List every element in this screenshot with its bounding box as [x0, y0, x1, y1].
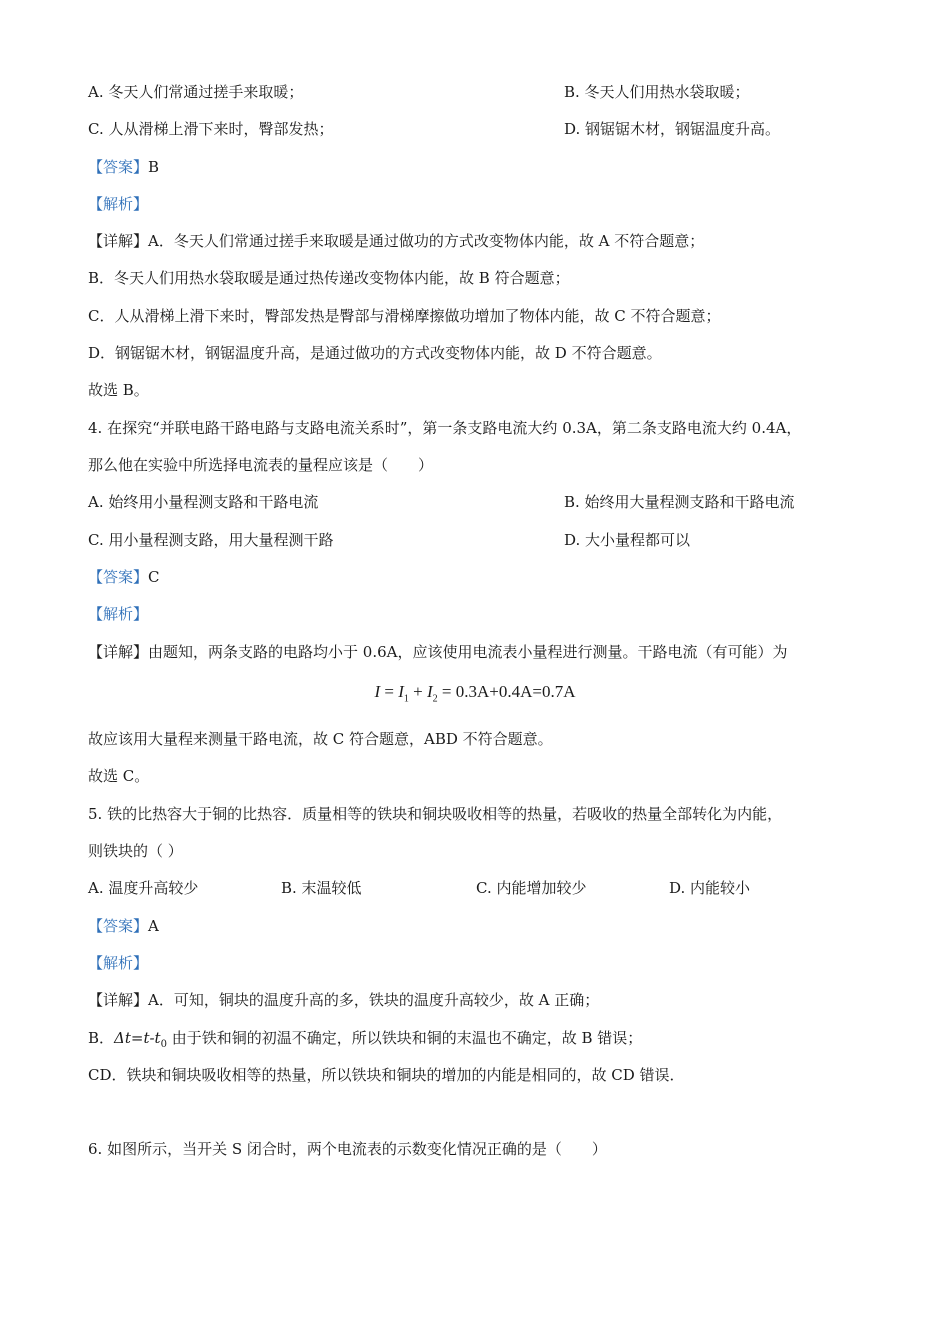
q4-option-row-1 — [88, 492, 795, 512]
eq-equals: = — [380, 682, 399, 701]
eq-i2: I — [427, 682, 433, 701]
detail-prefix: B． — [88, 1029, 115, 1047]
detail-text: A．冬天人们常通过搓手来取暖是通过做功的方式改变物体内能，故 A 不符合题意； — [148, 232, 705, 250]
eq-sub2: 2 — [432, 693, 438, 705]
answer-tag: 【答案】 — [88, 158, 149, 176]
q4-equation — [0, 680, 950, 711]
answer-value: C — [148, 568, 160, 586]
q3-analysis-tag: 【解析】 — [88, 195, 149, 213]
q4-option-a: A. 始终用小量程测支路和干路电流 — [88, 493, 319, 511]
q4-conclusion: 故选 C。 — [88, 767, 150, 785]
eq-lhs: I — [374, 682, 381, 701]
q3-detail-c: C．人从滑梯上滑下来时，臀部发热是臀部与滑梯摩擦做功增加了物体内能，故 C 不符合题意； — [88, 307, 721, 325]
answer-tag: 【答案】 — [88, 568, 149, 586]
detail-text: 由于铁和铜的初温不确定，所以铁块和铜的末温也不确定，故 B 错误； — [166, 1029, 643, 1047]
answer-value: A — [148, 917, 159, 935]
q5-option-d: D. 内能较小 — [669, 879, 751, 897]
q5-option-b: B. 末温较低 — [281, 879, 362, 897]
q4-option-d: D. 大小量程都可以 — [564, 531, 691, 549]
q4-stem-line-2: 那么他在实验中所选择电流表的量程应该是（ ） — [88, 456, 434, 474]
q3-detail-b: B．冬天人们用热水袋取暖是通过热传递改变物体内能，故 B 符合题意； — [88, 269, 570, 287]
q4-option-row-2 — [88, 530, 691, 550]
q5-option-row — [88, 878, 751, 898]
eq-plus: + — [408, 682, 427, 701]
q3-option-row-2 — [88, 119, 781, 139]
q3-detail-d: D．钢锯锯木材，钢锯温度升高，是通过做功的方式改变物体内能，故 D 不符合题意。 — [88, 344, 662, 362]
q3-option-row-1 — [88, 82, 750, 102]
q5-detail-b — [88, 1028, 642, 1055]
answer-tag: 【答案】 — [88, 917, 149, 935]
detail-tag: 【详解】 — [88, 991, 149, 1009]
q3-option-a: A. 冬天人们常通过搓手来取暖； — [88, 83, 304, 101]
eq-i1: I — [398, 682, 404, 701]
answer-value: B — [148, 158, 160, 176]
q6-stem: 6. 如图所示，当开关 S 闭合时，两个电流表的示数变化情况正确的是（ ） — [88, 1140, 607, 1158]
q5-option-a: A. 温度升高较少 — [88, 879, 199, 897]
q5-detail-a — [88, 990, 599, 1010]
q3-conclusion: 故选 B。 — [88, 381, 149, 399]
q3-option-b: B. 冬天人们用热水袋取暖； — [564, 83, 750, 101]
eq-rhs: = 0.3A+0.4A=0.7A — [437, 682, 576, 701]
q5-stem-line-2: 则铁块的（ ） — [88, 842, 183, 860]
q4-option-c: C. 用小量程测支路，用大量程测干路 — [88, 531, 334, 549]
formula-subscript: 0 — [160, 1039, 167, 1050]
detail-tag: 【详解】 — [88, 643, 149, 661]
detail-tag: 【详解】 — [88, 232, 149, 250]
q5-stem-line-1: 5. 铁的比热容大于铜的比热容．质量相等的铁块和铜块吸收相等的热量，若吸收的热量全部转化为内能， — [88, 805, 783, 823]
q5-option-c: C. 内能增加较少 — [476, 879, 587, 897]
eq-sub1: 1 — [403, 693, 409, 705]
q4-answer — [88, 567, 160, 587]
delta-t-formula: Δt=t-t — [114, 1029, 161, 1047]
detail-text: 由题知，两条支路的电路均小于 0.6A，应该使用电流表小量程进行测量。干路电流（有可能）为 — [148, 643, 788, 661]
q4-analysis-tag: 【解析】 — [88, 605, 149, 623]
q5-answer — [88, 916, 159, 936]
q4-stem-line-1: 4. 在探究“并联电路干路电路与支路电流关系时”，第一条支路电流大约 0.3A，第二条支路电流大约 0.4A， — [88, 419, 802, 437]
q3-option-c: C. 人从滑梯上滑下来时，臀部发热； — [88, 120, 334, 138]
q3-answer — [88, 157, 159, 177]
q4-detail-2: 故应该用大量程来测量干路电流，故 C 符合题意，ABD 不符合题意。 — [88, 730, 553, 748]
q4-option-b: B. 始终用大量程测支路和干路电流 — [564, 493, 795, 511]
q3-option-d: D. 钢锯锯木材，钢锯温度升高。 — [564, 120, 781, 138]
detail-text: A．可知，铜块的温度升高的多，铁块的温度升高较少，故 A 正确； — [148, 991, 600, 1009]
q4-detail-1 — [88, 642, 787, 662]
q3-detail-a — [88, 231, 704, 251]
q5-detail-cd: CD．铁块和铜块吸收相等的热量，所以铁块和铜块的增加的内能是相同的，故 CD 错误． — [88, 1066, 685, 1084]
q5-analysis-tag: 【解析】 — [88, 954, 149, 972]
